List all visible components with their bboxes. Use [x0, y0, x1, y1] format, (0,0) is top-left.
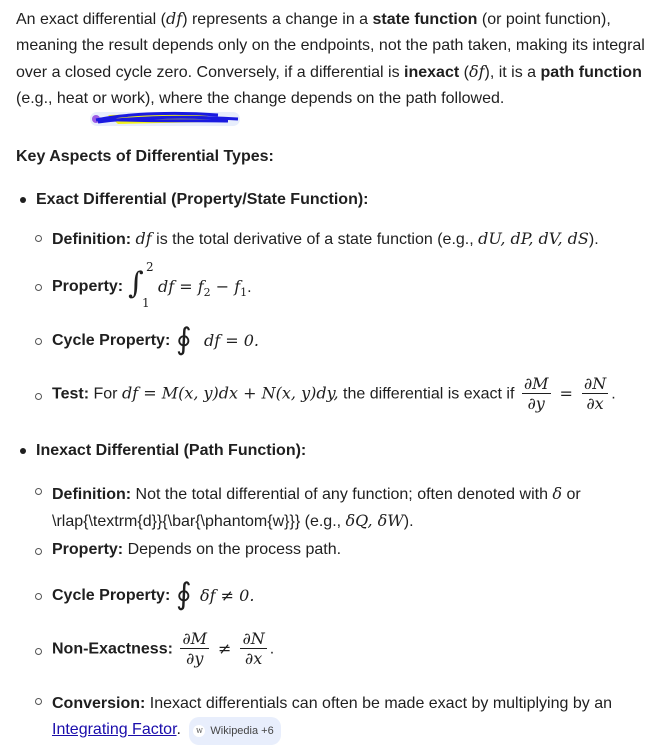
fraction: $\frac{\partial N}{\partial x}$ — [583, 374, 607, 413]
inexact-differential-title: Inexact Differential (Path Function): — [36, 442, 307, 459]
wikipedia-icon: w — [193, 725, 205, 737]
inexact-conversion: Conversion: Inexact differentials can often be made exact by multiplying by an Integrating Factor. w Wikipedia +6 — [52, 691, 612, 745]
exact-differential-title: Exact Differential (Property/State Function): — [36, 191, 369, 208]
sub-bullet — [35, 648, 42, 655]
sub-bullet — [35, 338, 42, 345]
fraction: $\frac{\partial N}{\partial x}$ — [242, 629, 265, 668]
exact-test: Test: For df = M(x, y)dx + N(x, y)dy, the differential is exact if $\frac{\partial M}{\partial y}$ = $\frac{\partial N}{\partial x}$ . — [52, 374, 616, 413]
bullet-dot — [20, 448, 26, 454]
scribble-mark — [88, 110, 244, 128]
redacted-source-chip[interactable] — [88, 110, 244, 128]
section-heading: Key Aspects of Differential Types: — [16, 148, 274, 165]
sub-bullet — [35, 488, 42, 495]
sub-bullet — [35, 698, 42, 705]
math-df: df — [166, 9, 183, 28]
inexact-definition: Definition: Not the total differential of any function; often denoted with δ or \rlap{\textrm{d}}{\bar{\phantom{w}}} (e.g., δQ, δW). — [52, 484, 581, 530]
fraction: $\frac{\partial M}{\partial y}$ — [182, 629, 208, 668]
bold-state-function: state function — [372, 11, 478, 28]
sub-bullet — [35, 393, 42, 400]
fraction: $\frac{\partial M}{\partial y}$ — [523, 374, 549, 413]
sub-bullet — [35, 235, 42, 242]
sub-bullet — [35, 548, 42, 555]
sub-bullet — [35, 284, 42, 291]
bold-inexact: inexact — [404, 64, 460, 81]
contour-integral-icon: ∮ — [176, 577, 192, 612]
contour-integral-icon: ∮ — [176, 322, 192, 357]
inexact-property: Property: Depends on the process path. — [52, 541, 342, 558]
integrating-factor-link[interactable]: Integrating Factor — [52, 721, 177, 738]
integral-icon: ∫ — [128, 266, 144, 301]
inexact-non-exactness: Non-Exactness: $\frac{\partial M}{\partial y}$ ≠ $\frac{\partial N}{\partial x}$ . — [52, 629, 275, 668]
intro-paragraph: An exact differential (df) represents a change in a state function (or point function), meaning the result depends only on the endpoints, not the path taken, making its integral over a closed cycle zero. Conversely, if a differential is inexact (δf), it is a path function (e.g., heat or work), where the change depends on the path followed. — [16, 9, 645, 107]
bold-path-function: path function — [540, 64, 642, 81]
bullet-dot — [20, 197, 26, 203]
sub-bullet — [35, 593, 42, 600]
source-chip[interactable]: w Wikipedia +6 — [189, 717, 280, 745]
math-delta-f: δf — [468, 62, 485, 81]
exact-definition: Definition: df is the total derivative of a state function (e.g., dU, dP, dV, dS). — [52, 229, 599, 248]
